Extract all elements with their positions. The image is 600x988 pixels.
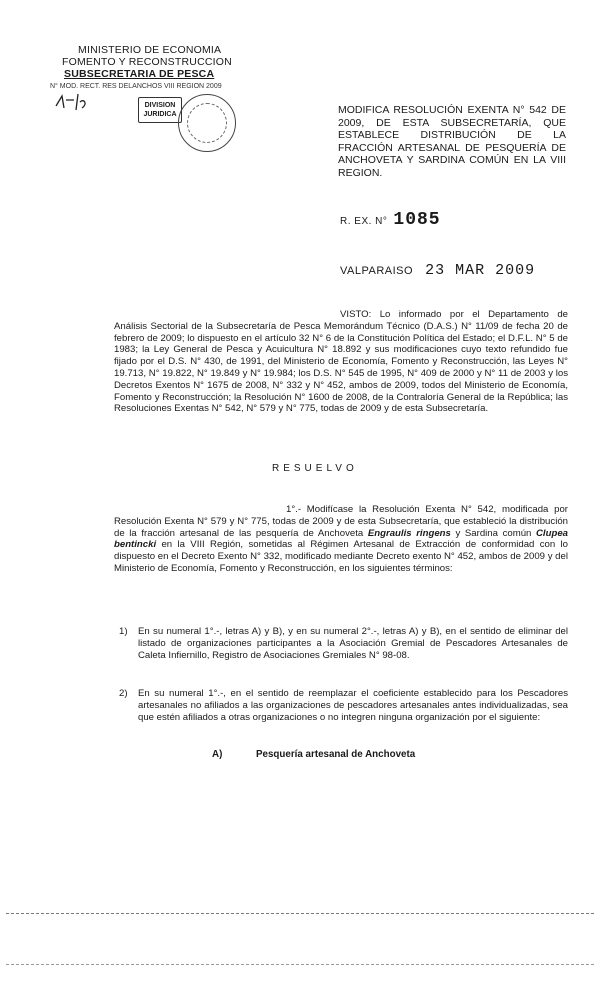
section-a-label: A) — [212, 749, 223, 760]
item-1-text: En su numeral 1°.-, letras A) y B), y en su numeral 2°.-, letras A) y B), en el sentido de eliminar del listado de organizaciones participantes a la Asociación Gremial de Pescadores Artesanales de Caleta Infiernillo, Registro de Asociaciones Gremiales N° 98-08. — [138, 626, 568, 661]
ministry-name: MINISTERIO DE ECONOMIA — [78, 44, 222, 56]
section-a-title: Pesquería artesanal de Anchoveta — [256, 749, 416, 760]
resolution-number-label: R. EX. N° — [340, 216, 388, 227]
item-2-text: En su numeral 1°.-, en el sentido de reemplazar el coeficiente establecido para los Pescadores artesanales no afiliados a las organizaciones de pescadores artesanales antes individualizadas, sea que estén afiliados a otras organizaciones o no integren ninguna organización por el siguiente: — [138, 688, 568, 723]
date-row — [340, 262, 535, 279]
scan-border-line — [6, 964, 594, 965]
ministry-subtitle: FOMENTO Y RECONSTRUCCION — [62, 56, 232, 68]
seal-inner-ring — [187, 103, 227, 143]
subsecretaria-name: SUBSECRETARIA DE PESCA — [64, 68, 215, 80]
city-label: VALPARAISO — [340, 265, 414, 277]
stamp-text: DIVISION JURIDICA — [143, 102, 177, 118]
resolution-subject: MODIFICA RESOLUCIÓN EXENTA N° 542 DE 2009, DE ESTA SUBSECRETARÍA, QUE ESTABLECE DISTRIBUCIÓN DE LA FRACCIÓN ARTESANAL DE PESQUERÍA DE ANCHOVETA Y SARDINA COMÚN EN LA VIII REGION. — [338, 104, 566, 179]
article-1-text-a: 1°.- Modifícase la Resolución Exenta N° 542, modificada por Resolución Exenta N° 579 y N° 775, todas de 2009 y de esta Subsecretaría, que estableció la distribución de la fracción artesanal de las pesquería de Anchoveta — [114, 504, 568, 539]
date-stamp: 23 MAR 2009 — [425, 262, 536, 279]
item-1-label: 1) — [119, 626, 128, 637]
official-seal — [178, 94, 236, 152]
species-anchoveta: Engraulis ringens — [367, 527, 451, 539]
handwritten-initials — [52, 90, 92, 118]
resuelvo-heading: RESUELVO — [272, 463, 358, 474]
resolution-number-row — [340, 210, 441, 230]
article-1-text-c: en la VIII Región, sometidas al Régimen Artesanal de Extracción de conformidad con lo dispuesto en el Decreto Exento N° 332, modificado mediante Decreto exento N° 452, ambos de 2009 y del Ministerio de Economía, Fomento y Reconstrucción, en los siguientes términos: — [114, 539, 568, 574]
scan-border-line — [6, 913, 594, 914]
article-1-text-b: y Sardina común — [450, 527, 536, 539]
visto-paragraph: VISTO: Lo informado por el Departamento de Análisis Sectorial de la Subsecretaría de Pesca Memorándum Técnico (D.A.S.) N° 11/09 de fecha 20 de febrero de 2009; lo dispuesto en el artículo 32 N° 6 de la Constitución Política del Estado; el D.F.L. N° 5 de 1983; la Ley General de Pesca y Acuicultura N° 18.892 y sus modificaciones cuyo texto refundido fue fijado por el D.S. N° 430, de 1991, del Ministerio de Economía, Fomento y Reconstrucción, las Leyes N° 19.713, N° 19.822, N° 19.849 y N° 19.984; los D.S. N° 545 de 1995, N° 409 de 2000 y N° 11 de 2003 y los Decretos Exentos N° 1675 de 2008, N° 332 y N° 452, ambos de 2009, todos del Ministerio de Economía, Fomento y Reconstrucción; la Resolución N° 1600 de 2008, de la Contraloría General de la República; las Resoluciones Exentas N° 542, N° 579 y N° 775, todas de 2009 y de esta Subsecretaría. — [114, 309, 568, 415]
division-juridica-stamp — [138, 97, 182, 123]
item-2-label: 2) — [119, 688, 128, 699]
article-1-paragraph — [114, 504, 568, 575]
reference-line: N° MOD. RECT. RES DELANCHOS VIII REGION 2009 — [50, 83, 222, 90]
resolution-number: 1085 — [393, 210, 441, 230]
species-sardina: Clupea bentincki — [114, 527, 568, 551]
